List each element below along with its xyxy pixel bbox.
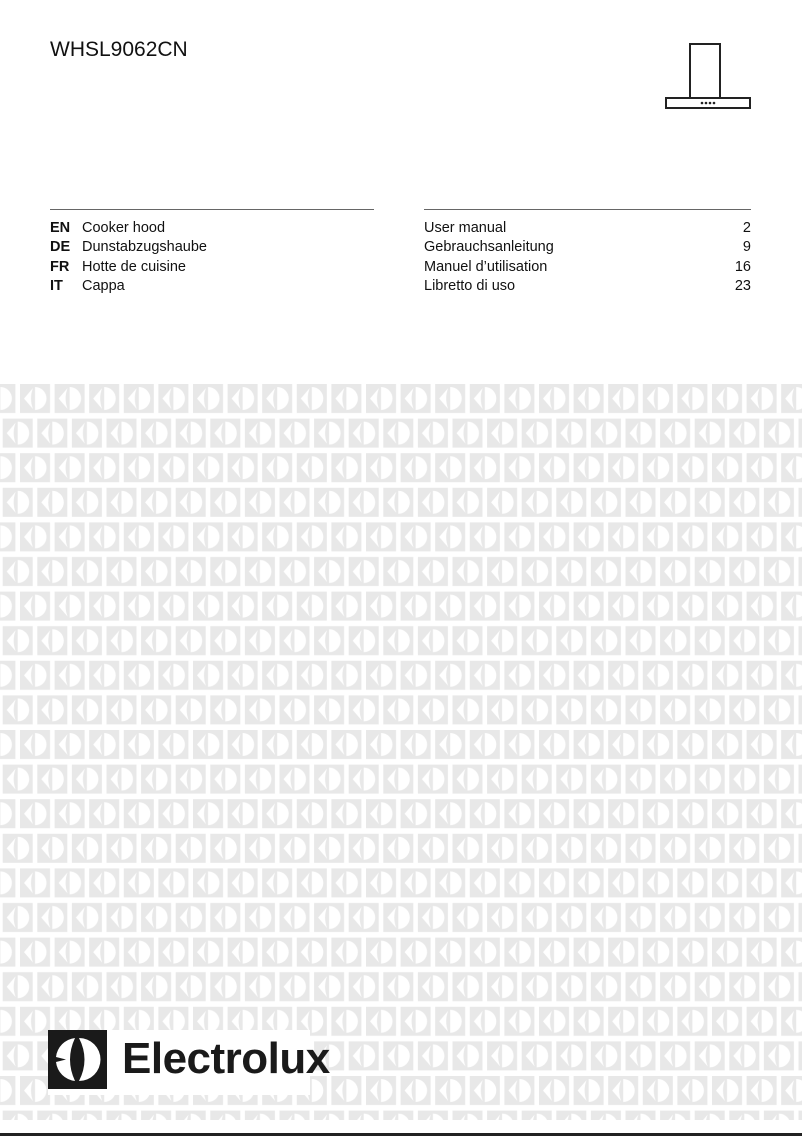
product-name: Dunstabzugshaube	[82, 239, 207, 256]
manual-index	[424, 219, 751, 296]
language-code: IT	[50, 277, 63, 294]
electrolux-logo	[48, 1030, 330, 1095]
electrolux-symbol-icon	[48, 1030, 107, 1089]
product-name: Hotte de cuisine	[82, 258, 186, 275]
manual-title: Manuel d’utilisation	[424, 258, 548, 275]
language-code: EN	[50, 220, 71, 236]
language-list	[50, 219, 207, 296]
page-number: 9	[742, 239, 751, 256]
divider-right	[424, 209, 751, 210]
language-code: DE	[50, 239, 71, 256]
language-row	[50, 238, 207, 257]
language-row	[50, 219, 207, 238]
page-number: 23	[734, 277, 751, 294]
manual-row	[424, 219, 751, 238]
cooker-hood-icon	[664, 42, 752, 110]
brand-wordmark: Electrolux	[122, 1034, 330, 1083]
divider-left	[50, 209, 374, 210]
manual-title: User manual	[424, 220, 507, 236]
page-number: 16	[734, 258, 751, 275]
product-name: Cooker hood	[82, 220, 166, 236]
brand-pattern-background	[0, 380, 802, 1120]
page-number: 2	[742, 220, 751, 236]
manual-row	[424, 238, 751, 257]
manual-row	[424, 258, 751, 277]
language-row	[50, 258, 207, 277]
language-code: FR	[50, 258, 70, 275]
manual-title: Gebrauchsanleitung	[424, 239, 554, 256]
model-number: WHSL9062CN	[50, 38, 188, 61]
manual-title: Libretto di uso	[424, 277, 516, 294]
language-row	[50, 277, 207, 296]
product-name: Cappa	[82, 277, 125, 294]
manual-row	[424, 277, 751, 296]
